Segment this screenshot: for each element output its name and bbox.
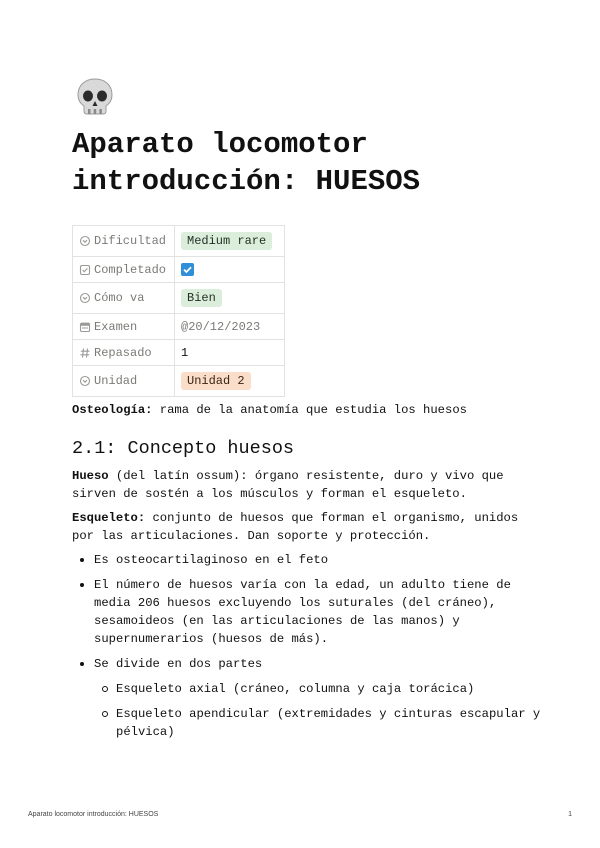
list-item: [72, 576, 542, 648]
property-name-cell: [73, 340, 175, 366]
property-name-cell: [73, 314, 175, 340]
skull-icon: [74, 76, 116, 118]
page-number: 1: [568, 811, 572, 818]
paragraph-text: rama de la anatomía que estudia los huesos: [152, 403, 467, 417]
property-name-cell: [73, 257, 175, 283]
property-row-examen[interactable]: [73, 314, 285, 340]
property-name-cell: [73, 283, 175, 314]
difficulty-tag[interactable]: Medium rare: [181, 232, 272, 250]
properties-table: [72, 225, 285, 397]
property-name-cell: [73, 226, 175, 257]
property-row-unidad[interactable]: [73, 366, 285, 397]
property-value-cell[interactable]: [175, 314, 285, 340]
list-item-text: Es osteocartilaginoso en el feto: [94, 553, 329, 567]
property-label: Unidad: [94, 374, 138, 388]
property-value-cell[interactable]: [175, 340, 285, 366]
property-value-cell[interactable]: [175, 283, 285, 314]
checkbox-icon: [79, 264, 91, 276]
bullet-circle-icon: [102, 686, 108, 692]
list-item-text: Se divide en dos partes: [94, 657, 263, 671]
property-label: Cómo va: [94, 291, 145, 305]
bullet-list: [72, 551, 542, 741]
bullet-dot-icon: [80, 558, 84, 562]
property-value-cell[interactable]: [175, 257, 285, 283]
exam-date[interactable]: @20/12/2023: [181, 319, 261, 334]
sub-bullet-list: [94, 680, 542, 741]
property-label: Dificultad: [94, 234, 167, 248]
paragraph-text: (del latín ossum): órgano resistente, duro y vivo que sirven de sostén a los músculos y forman el esqueleto.: [72, 469, 504, 501]
section-heading: 2.1: Concepto huesos: [72, 438, 295, 459]
property-row-completado[interactable]: [73, 257, 285, 283]
page-title: Aparato locomotor introducción: HUESOS: [72, 128, 421, 198]
property-label: Completado: [94, 262, 167, 277]
bold-term: Esqueleto:: [72, 511, 146, 525]
esqueleto-paragraph: [72, 509, 542, 545]
sub-list-item: [94, 680, 542, 698]
footer-title: Aparato locomotor introducción: HUESOS: [28, 811, 159, 818]
bold-term: Hueso: [72, 469, 109, 483]
list-item-text: Esqueleto apendicular (extremidades y cinturas escapular y pélvica): [116, 707, 541, 739]
paragraph-text: conjunto de huesos que forman el organismo, unidos por las articulaciones. Dan soporte y protección.: [72, 511, 519, 543]
sub-list-item: [94, 705, 542, 741]
review-count[interactable]: 1: [181, 345, 189, 360]
property-row-dificultad[interactable]: [73, 226, 285, 257]
list-item: [72, 551, 542, 569]
osteologia-paragraph: [72, 401, 542, 419]
list-item: [72, 655, 542, 741]
completed-checkbox[interactable]: [181, 263, 194, 276]
select-icon: [79, 292, 91, 304]
bold-term: Osteología:: [72, 403, 153, 417]
number-icon: [79, 347, 91, 359]
list-item-text: El número de huesos varía con la edad, un adulto tiene de media 206 huesos excluyendo los suturales (del cráneo), sesamoideos (en las articulaciones de las manos) y supernumerarios (huesos de más).: [94, 578, 511, 646]
calendar-icon: [79, 321, 91, 333]
bullet-dot-icon: [80, 583, 84, 587]
unit-tag[interactable]: Unidad 2: [181, 372, 251, 390]
property-name-cell: [73, 366, 175, 397]
select-icon: [79, 375, 91, 387]
hueso-paragraph: [72, 467, 542, 503]
status-tag[interactable]: Bien: [181, 289, 222, 307]
page-content: [72, 401, 542, 748]
select-icon: [79, 235, 91, 247]
property-label: Repasado: [94, 345, 152, 360]
property-row-repasado[interactable]: [73, 340, 285, 366]
property-value-cell[interactable]: [175, 226, 285, 257]
bullet-circle-icon: [102, 711, 108, 717]
property-value-cell[interactable]: [175, 366, 285, 397]
bullet-dot-icon: [80, 662, 84, 666]
property-row-como-va[interactable]: [73, 283, 285, 314]
list-item-text: Esqueleto axial (cráneo, columna y caja torácica): [116, 682, 475, 696]
property-label: Examen: [94, 319, 138, 334]
